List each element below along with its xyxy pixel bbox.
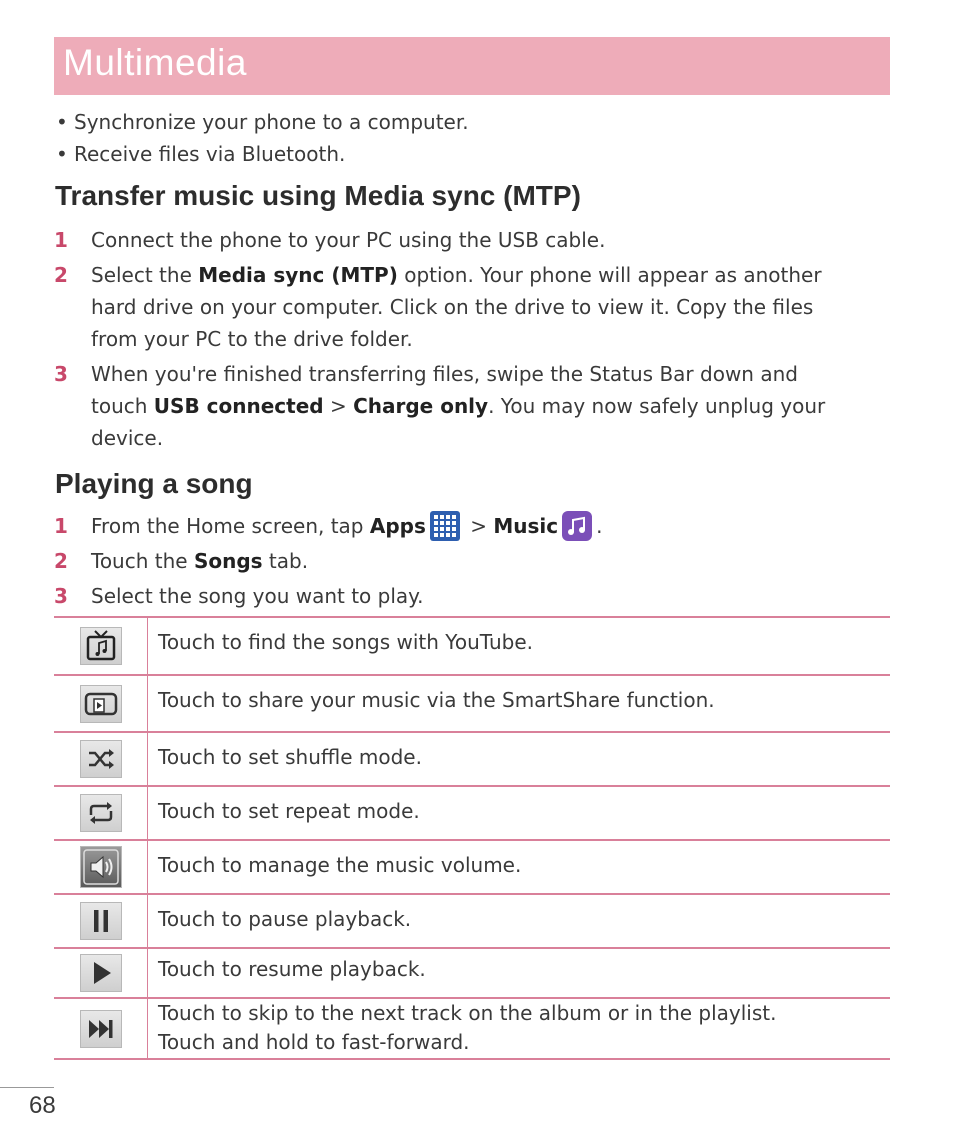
pause-icon [80, 902, 122, 940]
table-row [54, 998, 890, 1059]
section-header [54, 37, 890, 95]
option-name: Charge only [353, 394, 489, 418]
volume-icon [80, 846, 122, 888]
page-number: 68 [29, 1092, 56, 1119]
description-line: Touch to skip to the next track on the album or in the playlist. [158, 1001, 777, 1025]
option-name: Music [493, 514, 559, 538]
option-name: Apps [369, 514, 426, 538]
icon-description-table [54, 616, 890, 1060]
repeat-icon [80, 794, 122, 832]
step-item: 1 From the Home screen, tap Apps > Music . [54, 510, 854, 542]
step-number: 3 [54, 584, 68, 608]
next-track-icon [80, 1010, 122, 1048]
description-line: Touch and hold to fast-forward. [158, 1030, 470, 1054]
song-steps [54, 510, 854, 615]
step-number: 1 [54, 514, 68, 538]
option-name: USB connected [153, 394, 324, 418]
footer-divider [0, 1087, 54, 1088]
bullet-item: • Synchronize your phone to a computer. [56, 110, 469, 134]
step-item: 3 Select the song you want to play. [54, 580, 854, 612]
play-icon [80, 954, 122, 992]
mtp-heading: Transfer music using Media sync (MTP) [55, 180, 581, 211]
tab-name: Songs [193, 549, 263, 573]
step-number: 2 [54, 263, 68, 287]
step-number: 2 [54, 549, 68, 573]
playing-song-heading: Playing a song [55, 468, 253, 499]
step-item: 3 When you're finished transferring files, swipe the Status Bar down and touch USB connected > Charge only. You may now safely unplug your device. [54, 358, 854, 454]
smartshare-icon [80, 685, 122, 723]
table-row: Touch to resume playback. [54, 948, 890, 998]
step-item: 1 Connect the phone to your PC using the USB cable. [54, 224, 854, 256]
step-item: 2 Touch the Songs tab. [54, 545, 854, 577]
music-app-icon [562, 511, 592, 541]
table-row: Touch to pause playback. [54, 894, 890, 948]
step-item: 2 Select the Media sync (MTP) option. Your phone will appear as another hard drive on your computer. Click on the drive to view it. Copy the files from your PC to the drive folder. [54, 259, 854, 355]
mtp-steps [54, 224, 854, 457]
intro-bullet-list [56, 106, 469, 170]
table-row: Touch to share your music via the SmartShare function. [54, 675, 890, 732]
table-row: Touch to manage the music volume. [54, 840, 890, 894]
section-title: Multimedia [63, 42, 247, 83]
youtube-tv-icon [80, 627, 122, 665]
apps-grid-icon [430, 511, 460, 541]
step-number: 3 [54, 362, 68, 386]
shuffle-icon [80, 740, 122, 778]
step-number: 1 [54, 228, 68, 252]
table-row: Touch to find the songs with YouTube. [54, 617, 890, 675]
table-row: Touch to set shuffle mode. [54, 732, 890, 786]
option-name: Media sync (MTP) [198, 263, 398, 287]
table-row: Touch to set repeat mode. [54, 786, 890, 840]
bullet-item: • Receive files via Bluetooth. [56, 142, 346, 166]
